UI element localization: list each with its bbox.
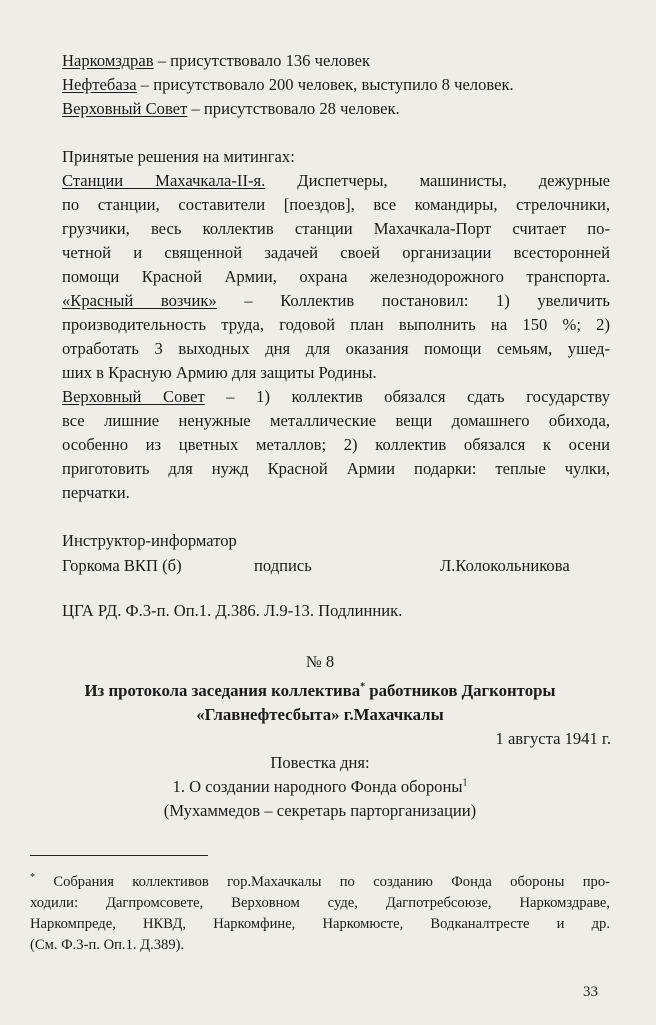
- doc-number: № 8: [305, 652, 335, 671]
- attendance-line: Нефтебаза – присутствовало 200 человек, выступило 8 человек.: [62, 75, 514, 94]
- org-name: Нефтебаза: [62, 75, 137, 94]
- agenda: [30, 751, 610, 823]
- footnote-marker: *: [30, 872, 35, 884]
- decision-line: приготовить для нужд Красной Армии подарки: теплые чулки,: [62, 459, 610, 478]
- org-name: Наркомздрав: [62, 51, 154, 70]
- org-name: «Красный возчик»: [62, 291, 217, 310]
- footnote-divider: [30, 855, 208, 856]
- decision-line: все лишние ненужные металлические вещи домашнего обихода,: [62, 411, 610, 430]
- footnote-line: * Собрания коллективов гор.Махачкалы по созданию Фонда обороны про-: [30, 872, 610, 890]
- decision-line: четной и священной задачей своей организации всесторонней: [62, 243, 610, 262]
- footnote-line: Наркомпреде, НКВД, Наркомфине, Наркомюсте, Водканалтресте и др.: [30, 916, 610, 932]
- decisions-section: [62, 145, 610, 505]
- decision-line: ших в Красную Армию для защиты Родины.: [62, 363, 377, 382]
- decision-line: особенно из цветных металлов; 2) коллектив обязался к осени: [62, 435, 610, 454]
- attendance-line: Верховный Совет – присутствовало 28 человек.: [62, 99, 400, 118]
- page-number: 33: [583, 984, 598, 1000]
- agenda-heading: Повестка дня:: [270, 753, 370, 772]
- signature-name: Л.Колокольникова: [440, 556, 570, 575]
- decision-line: отработать 3 выходных дня для оказания помощи семьям, ушед-: [62, 339, 610, 358]
- footnote-line: ходили: Дагпромсовете, Верховном суде, Дагпотребсоюзе, Наркомздраве,: [30, 895, 610, 911]
- footnote: [30, 872, 610, 956]
- footnote-marker: *: [360, 681, 366, 693]
- decision-line: «Красный возчик» – Коллектив постановил: 1) увеличить: [62, 291, 610, 310]
- doc-title-line2: «Главнефтесбыта» г.Махачкалы: [196, 705, 444, 724]
- signature-sign: подпись: [254, 556, 312, 575]
- decision-line: производительность труда, годовой план выполнить на 150 %; 2): [62, 315, 610, 334]
- agenda-speaker: (Мухаммедов – секретарь парторганизации): [163, 801, 477, 820]
- decision-line: помощи Красной Армии, охрана железнодорожного транспорта.: [62, 267, 610, 286]
- signature-title-line2: Горкома ВКП (б): [62, 556, 182, 575]
- signature-title-line1: Инструктор-информатор: [62, 531, 237, 550]
- attendance-line: Наркомздрав – присутствовало 136 человек: [62, 51, 371, 70]
- archive-reference: ЦГА РД. Ф.3-п. Оп.1. Д.386. Л.9-13. Подлинник.: [62, 601, 403, 620]
- footnote-line: (См. Ф.3-п. Оп.1. Д.389).: [30, 937, 185, 953]
- decision-line: Верховный Совет – 1) коллектив обязался сдать государству: [62, 387, 610, 406]
- doc-title: [30, 679, 610, 727]
- decision-line: грузчики, весь коллектив станции Махачкала-Порт считает по-: [62, 219, 610, 238]
- doc-date: 1 августа 1941 г.: [495, 729, 611, 748]
- org-name: Верховный Совет: [62, 387, 205, 406]
- org-name: Верховный Совет: [62, 99, 188, 118]
- agenda-item: 1. О создании народного Фонда обороны$^1$: [172, 777, 468, 796]
- decision-line: перчатки.: [62, 483, 130, 502]
- decision-line: Станции Махачкала-II-я. Диспетчеры, машинисты, дежурные: [62, 171, 610, 190]
- footnote-marker: 1: [462, 777, 468, 789]
- org-name: Станции Махачкала-II-я.: [62, 171, 266, 190]
- decision-line: по станции, составители [поездов], все командиры, стрелочники,: [62, 195, 610, 214]
- attendance-list: [62, 49, 610, 121]
- decisions-heading: Принятые решения на митингах:: [62, 147, 295, 166]
- doc-title-line1: Из протокола заседания коллектива* работников Дагконторы: [84, 681, 556, 700]
